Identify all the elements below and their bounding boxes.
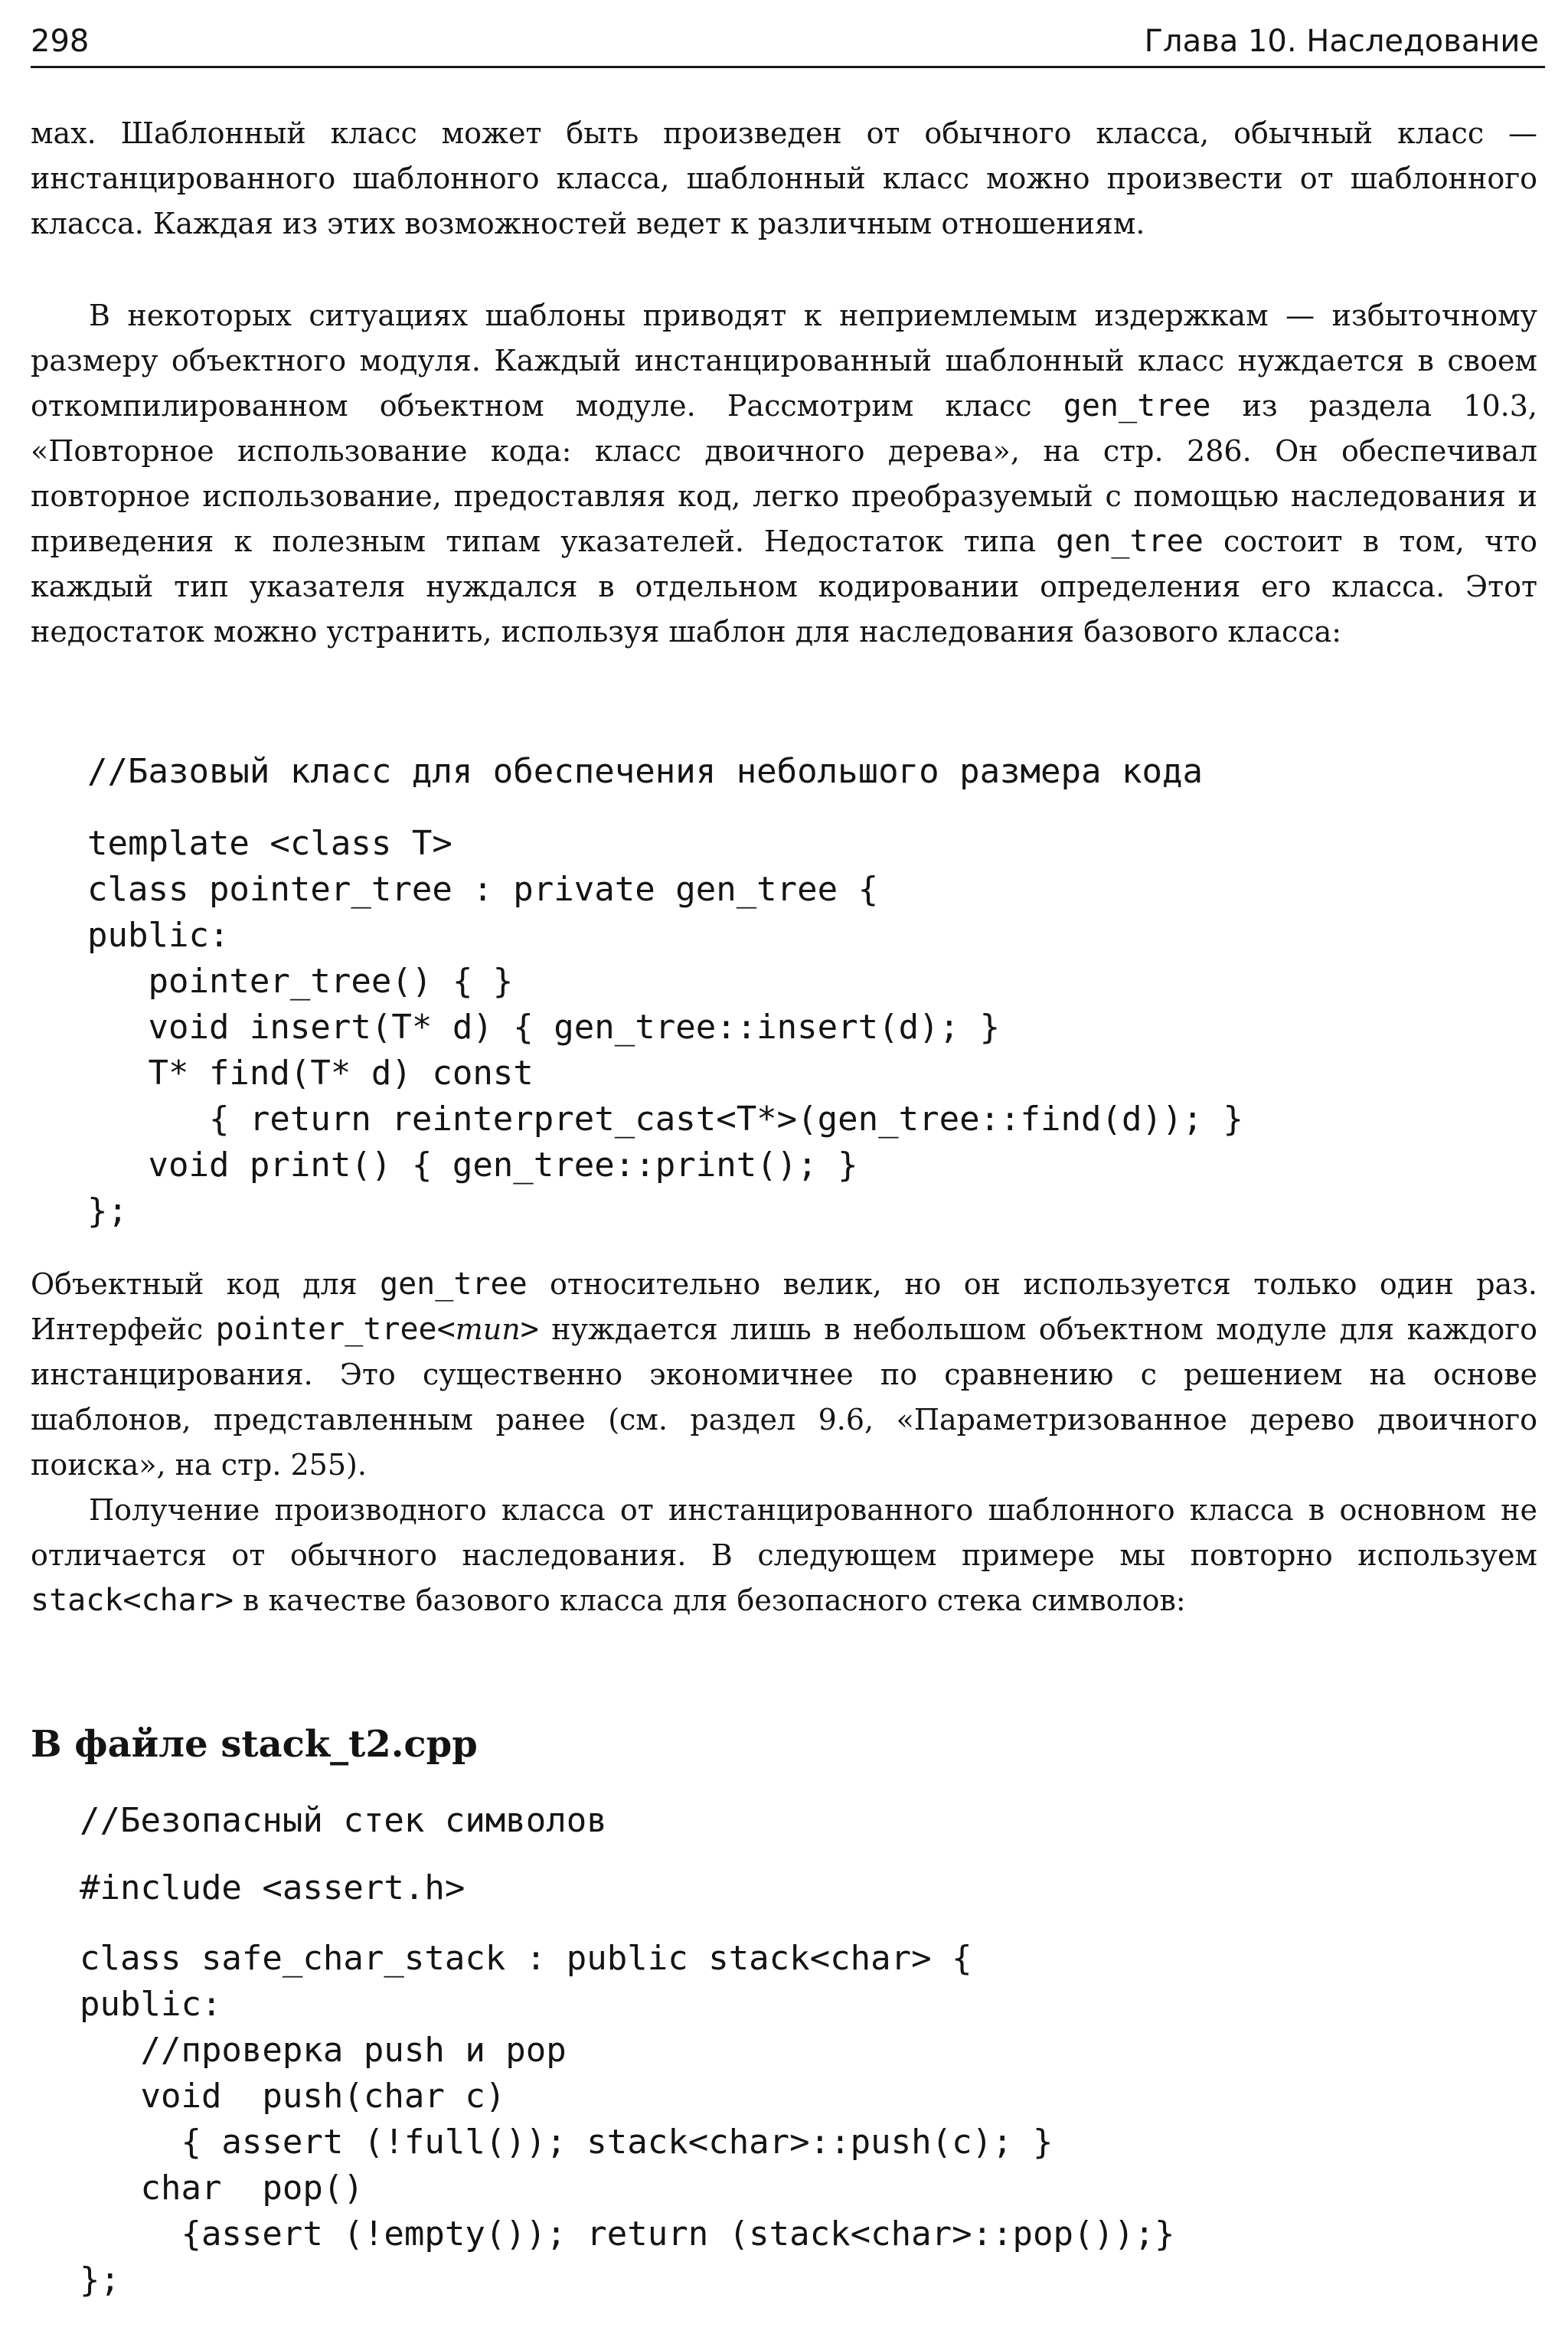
code-line: template <class T> (87, 824, 452, 863)
code-line: char pop() (80, 2169, 364, 2208)
code-line: }; (87, 1191, 128, 1231)
paragraph-3-text-3: нуждается лишь в небольшом объектном модуле для каждого инстанцирования. Это существенно экономичнее по сравнению с решением на основе шаблонов, представленным ранее (см. раздел 9.6, «Параметризованное дерево двоичного поиска», на стр. 255). (31, 1312, 1537, 1482)
paragraph-4-text-2: в качестве базового класса для безопасного стека символов: (233, 1584, 1186, 1617)
paragraph-3-text-2: относительно велик, но он используется только один раз. Интерфейс (31, 1267, 1538, 1346)
paragraph-3 (31, 1262, 1537, 1488)
paragraph-4-text-1: Получение производного класса от инстанцированного шаблонного класса в основном не отличается от обычного наследования. В следующем примере мы повторно используем (31, 1493, 1537, 1572)
code-line: class pointer_tree : private gen_tree { (87, 870, 879, 909)
code-line: //проверка push и pop (80, 2031, 567, 2070)
inline-code-gen-tree: gen_tree (1056, 524, 1204, 559)
paragraph-2-text-3: состоит в том, что каждый тип указателя нуждался в отдельном кодировании определения его класса. Этот недостаток можно устранить, используя шаблон для наследования базового класса: (31, 525, 1538, 649)
code-line: //Базовый класс для обеспечения небольшого размера кода (87, 752, 1203, 791)
code-line: public: (87, 916, 230, 955)
code-line: public: (80, 1985, 222, 2024)
code-line: #include <assert.h> (80, 1868, 466, 1907)
code-line: { assert (!full()); stack<char>::push(c); } (80, 2123, 1054, 2162)
chapter-title: Глава 10. Наследование (1144, 24, 1539, 59)
code-line: {assert (!empty()); return (stack<char>::pop());} (80, 2214, 1175, 2254)
code-line: void insert(T* d) { gen_tree::insert(d); } (87, 1008, 1001, 1047)
page-header (31, 15, 1545, 68)
paragraph-2 (31, 293, 1537, 655)
code-line: class safe_char_stack : public stack<char> { (80, 1939, 972, 1978)
code-line: void print() { gen_tree::print(); } (87, 1146, 858, 1185)
paragraph-2-text-1: В некоторых ситуациях шаблоны приводят к неприемлемым издержкам — избыточному размеру объектного модуля. Каждый инстанцированный шаблонный класс нуждается в своем откомпилированном объектном модуле. Рассмотрим класс (31, 299, 1537, 423)
page-number: 298 (31, 24, 90, 59)
inline-code-close-angle: > (520, 1312, 539, 1347)
inline-type-argument: тип (455, 1312, 521, 1346)
inline-code-pointer-tree: pointer_tree< (215, 1312, 456, 1347)
code-line: { return reinterpret_cast<T*>(gen_tree::find(d)); } (87, 1100, 1243, 1139)
inline-code-stack-char: stack<char> (31, 1583, 234, 1618)
code-line: pointer_tree() { } (87, 962, 514, 1001)
paragraph-4 (31, 1488, 1537, 1623)
file-heading: В файле stack_t2.cpp (31, 1723, 478, 1766)
inline-code-gen-tree: gen_tree (380, 1267, 528, 1302)
paragraph-1: мах. Шаблонный класс может быть произведен от обычного класса, обычный класс — инстанцированного шаблонного класса, шаблонный класс можно произвести от шаблонного класса. Каждая из этих возможностей ведет к различным отношениям. (31, 116, 1537, 240)
code-line: //Безопасный стек символов (80, 1801, 607, 1840)
paragraph-2-text-2: из раздела 10.3, «Повторное использование кода: класс двоичного дерева», на стр. 286. Он обеспечивал повторное использование, предоставляя код, легко преобразуемый с помощью наследования и приведения к полезным типам указателей. Недостаток типа (31, 389, 1537, 558)
inline-code-gen-tree: gen_tree (1063, 388, 1211, 423)
code-line: T* find(T* d) const (87, 1054, 534, 1093)
paragraph-3-text-1: Объектный код для (31, 1267, 381, 1301)
code-line: void push(char c) (80, 2077, 506, 2116)
code-line: }; (80, 2260, 120, 2299)
